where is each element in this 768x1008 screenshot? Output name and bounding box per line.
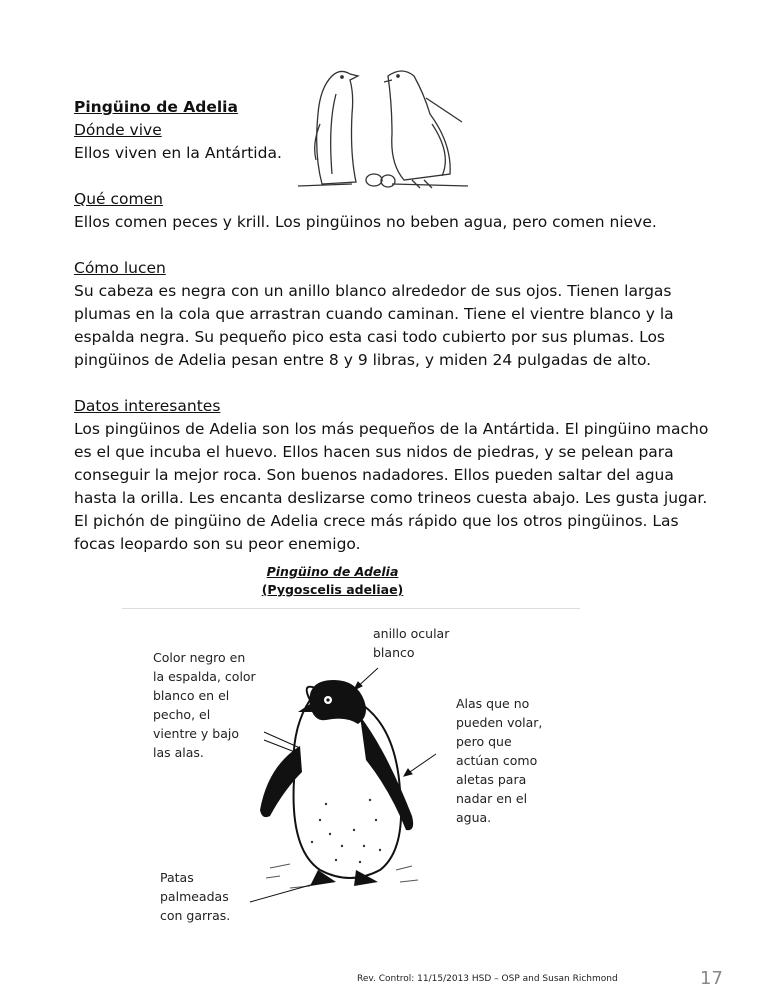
section-heading-appearance: Cómo lucen xyxy=(74,259,166,277)
label-eye-ring: anillo ocular blanco xyxy=(373,626,450,660)
page-number: 17 xyxy=(700,968,723,989)
divider xyxy=(122,608,580,609)
section-heading-habitat: Dónde vive xyxy=(74,121,162,139)
revision-footer: Rev. Control: 11/15/2013 HSD – OSP and Susan Richmond xyxy=(357,974,618,984)
section-body-facts: Los pingüinos de Adelia son los más pequeños de la Antártida. El pingüino macho es el que incuba el huevo. Ellos hacen sus nidos de piedras, y se pelean para conseguir la mejor roca. Son buenos nadadores. Ellos pueden saltar del agua hasta la orilla. Les encanta deslizarse como trineos cuesta abajo. Les gusta jugar. El pichón de pingüino de Adelia crece más rápido que los otros pingüinos. Las focas leopardo son su peor enemigo. xyxy=(74,420,709,553)
diagram-scientific-name: (Pygoscelis adeliae) xyxy=(261,582,404,597)
document-body xyxy=(74,96,714,556)
diagram-title-name: Pingüino de Adelia xyxy=(266,564,399,579)
section-body-appearance: Su cabeza es negra con un anillo blanco alrededor de sus ojos. Tienen largas plumas en la cola que arrastran cuando caminan. Tiene el vientre blanco y la espalda negra. Su pequeño pico esta casi todo cubierto por sus plumas. Los pingüinos de Adelia pesan entre 8 y 9 libras, y miden 24 pulgadas de alto. xyxy=(74,282,674,369)
section-body-habitat: Ellos viven en la Antártida. xyxy=(74,144,282,162)
section-body-diet: Ellos comen peces y krill. Los pingüinos no beben agua, pero comen nieve. xyxy=(74,213,657,231)
label-back-coloring: Color negro en la espalda, color blanco en el pecho, el vientre y bajo las alas. xyxy=(153,650,256,760)
label-flippers: Alas que no pueden volar, pero que actúan como aletas para nadar en el agua. xyxy=(456,696,543,825)
label-feet: Patas palmeadas con garras. xyxy=(160,870,231,923)
diagram-title xyxy=(0,563,665,599)
document-title: Pingüino de Adelia xyxy=(74,98,238,116)
section-heading-diet: Qué comen xyxy=(74,190,163,208)
section-heading-facts: Datos interesantes xyxy=(74,397,221,415)
